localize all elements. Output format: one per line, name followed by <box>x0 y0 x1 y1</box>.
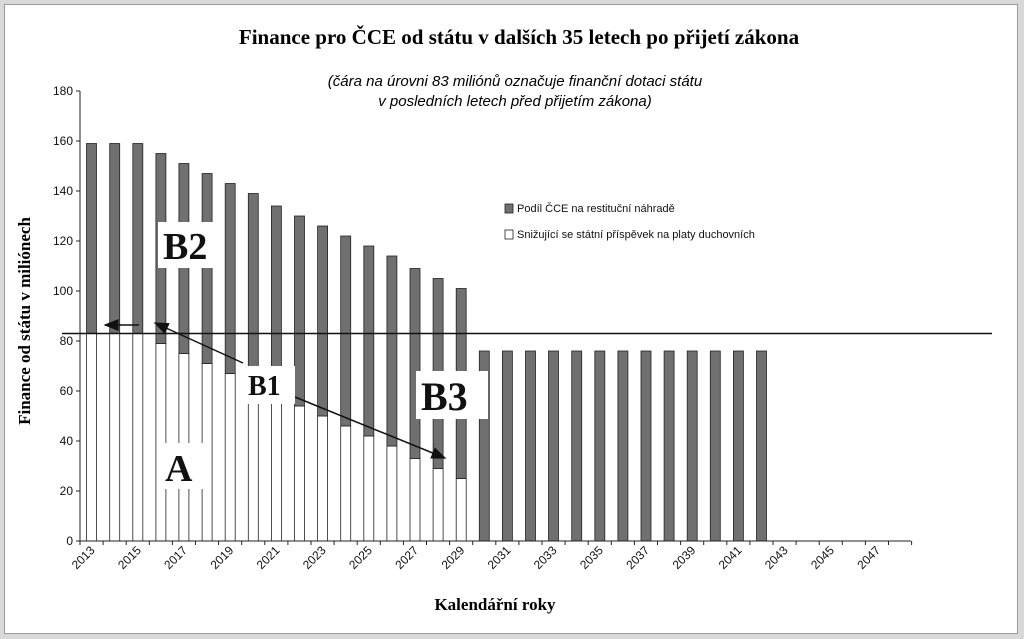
x-tick-label-2029: 2029 <box>438 543 468 573</box>
bar-2038-series-1 <box>664 351 674 541</box>
bar-2024-series-0 <box>341 426 351 541</box>
bar-2025-series-1 <box>364 246 374 436</box>
y-tick-label-120: 120 <box>52 234 73 248</box>
chart-subtitle-line-1: (čára na úrovni 83 miliónů označuje finanční dotaci státu <box>327 73 703 90</box>
x-tick-label-2013: 2013 <box>68 543 98 573</box>
y-tick-label-40: 40 <box>59 434 73 448</box>
y-tick-label-0: 0 <box>66 534 73 548</box>
x-tick-label-2025: 2025 <box>346 543 375 573</box>
y-tick-label-80: 80 <box>59 334 73 348</box>
bar-2039-series-1 <box>687 351 697 541</box>
y-tick-label-20: 20 <box>59 484 73 498</box>
chart-subtitle-line-2: v posledních letech před přijetím zákona) <box>378 93 652 110</box>
stacked-bar-chart <box>5 5 1019 635</box>
bar-2022-series-1 <box>295 216 305 406</box>
legend-label-restitution: Podíl ČCE na restituční náhradě <box>517 203 675 215</box>
label-b2: B2 <box>163 226 208 268</box>
bar-2033-series-1 <box>549 351 559 541</box>
x-tick-label-2033: 2033 <box>530 543 560 573</box>
x-tick-label-2027: 2027 <box>392 543 422 573</box>
y-axis-title: Finance od státu v miliónech <box>15 217 34 425</box>
bar-2016-series-0 <box>156 344 166 542</box>
x-tick-label-2037: 2037 <box>623 543 653 573</box>
bar-2022-series-0 <box>295 406 305 541</box>
bar-2023-series-0 <box>318 416 328 541</box>
bar-2013-series-1 <box>87 144 97 334</box>
bar-2025-series-0 <box>364 436 374 541</box>
bar-2029-series-0 <box>456 479 466 542</box>
bar-2041-series-1 <box>733 351 743 541</box>
y-tick-label-100: 100 <box>52 284 73 298</box>
x-axis-title: Kalendářní roky <box>434 595 556 614</box>
bar-2036-series-1 <box>618 351 628 541</box>
bar-2019-series-0 <box>225 374 235 542</box>
bar-2028-series-0 <box>433 469 443 542</box>
label-b1: B1 <box>248 371 281 402</box>
y-tick-label-140: 140 <box>52 184 73 198</box>
y-tick-label-180: 180 <box>52 84 73 98</box>
bar-2037-series-1 <box>641 351 651 541</box>
x-tick-label-2023: 2023 <box>299 543 329 573</box>
x-tick-label-2035: 2035 <box>577 543 606 573</box>
x-tick-label-2039: 2039 <box>669 543 699 573</box>
bar-2034-series-1 <box>572 351 582 541</box>
bar-2027-series-1 <box>410 269 420 459</box>
bar-2020-series-0 <box>248 384 258 542</box>
x-tick-label-2047: 2047 <box>854 543 884 573</box>
chart-frame <box>4 4 1018 634</box>
x-tick-label-2021: 2021 <box>253 543 283 573</box>
x-tick-label-2017: 2017 <box>161 543 191 573</box>
label-b3: B3 <box>421 374 468 419</box>
bar-2015-series-1 <box>133 144 143 334</box>
legend <box>505 202 755 241</box>
bar-2042-series-1 <box>757 351 767 541</box>
bar-2020-series-1 <box>248 194 258 384</box>
x-tick-label-2041: 2041 <box>715 543 745 573</box>
x-tick-label-2045: 2045 <box>808 543 837 573</box>
label-a: A <box>165 448 193 490</box>
chart-title: Finance pro ČCE od státu v dalších 35 letech po přijetí zákona <box>238 25 800 49</box>
bar-2026-series-1 <box>387 256 397 446</box>
x-tick-label-2031: 2031 <box>484 543 514 573</box>
bar-2015-series-0 <box>133 334 143 542</box>
bar-2019-series-1 <box>225 184 235 374</box>
bar-2014-series-1 <box>110 144 120 334</box>
bar-2024-series-1 <box>341 236 351 426</box>
bar-2018-series-1 <box>202 174 212 364</box>
y-ticks-group <box>53 84 80 548</box>
bar-2023-series-1 <box>318 226 328 416</box>
x-tick-label-2043: 2043 <box>761 543 791 573</box>
bar-2031-series-1 <box>502 351 512 541</box>
bar-2026-series-0 <box>387 446 397 541</box>
y-tick-label-60: 60 <box>59 384 73 398</box>
bar-2014-series-0 <box>110 334 120 542</box>
x-tick-label-2019: 2019 <box>207 543 237 573</box>
bar-2013-series-0 <box>87 334 97 542</box>
x-tick-label-2015: 2015 <box>115 543 144 573</box>
bar-2032-series-1 <box>526 351 536 541</box>
x-ticks-group <box>69 541 912 572</box>
bar-2027-series-0 <box>410 459 420 542</box>
bar-2035-series-1 <box>595 351 605 541</box>
y-tick-label-160: 160 <box>52 134 73 148</box>
bar-2021-series-0 <box>271 396 281 541</box>
legend-swatch-restitution <box>505 204 513 213</box>
bar-2040-series-1 <box>710 351 720 541</box>
legend-label-salaries: Snižující se státní příspěvek na platy duchovních <box>517 229 755 241</box>
legend-swatch-salaries <box>505 230 513 239</box>
